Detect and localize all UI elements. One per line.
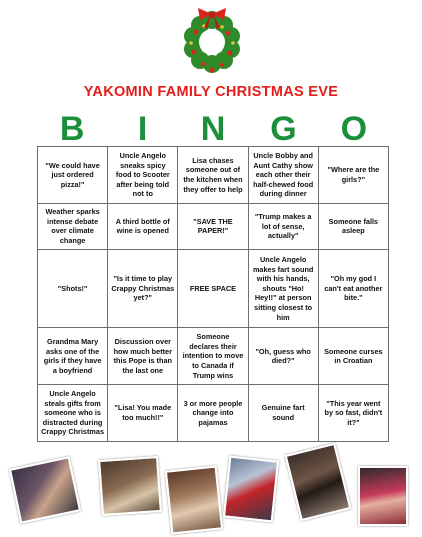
family-photo <box>98 456 162 516</box>
bingo-row-3 <box>38 250 389 328</box>
family-photo <box>285 443 352 522</box>
bingo-cell: 3 or more people change into pajamas <box>178 385 248 442</box>
bingo-cell: Weather sparks intense debate over climate change <box>38 203 108 249</box>
bingo-cell: "Trump makes a lot of sense, actually" <box>248 203 318 249</box>
bingo-cell: "Is it time to play Crappy Christmas yet?" <box>108 250 178 328</box>
bingo-row-2 <box>38 203 389 249</box>
bingo-cell: "Where are the girls?" <box>318 147 388 204</box>
bingo-cell: "Oh, guess who died?" <box>248 328 318 385</box>
bingo-letter-b: B <box>59 110 85 148</box>
bingo-cell: Discussion over how much better this Pope is than the last one <box>108 328 178 385</box>
bingo-cell: Uncle Bobby and Aunt Cathy show each other their half-chewed food during dinner <box>248 147 318 204</box>
bingo-cell: Uncle Angelo sneaks spicy food to Scooter after being told not to <box>108 147 178 204</box>
bingo-cell: Grandma Mary asks one of the girls if they have a boyfriend <box>38 328 108 385</box>
bingo-cell: Uncle Angelo makes fart sound with his hands, shouts "Ho! Hey!!" at person sitting closest to him <box>248 250 318 328</box>
wreath-logo <box>182 6 242 78</box>
bingo-letter-g: G <box>270 110 297 148</box>
family-photo <box>223 456 279 523</box>
bingo-cell: "We could have just ordered pizza!" <box>38 147 108 204</box>
bingo-cell: Someone curses in Croatian <box>318 328 388 385</box>
bingo-cell: "Lisa! You made too much!!" <box>108 385 178 442</box>
page-title: YAKOMIN FAMILY CHRISTMAS EVE <box>83 84 339 100</box>
bingo-cell: "Shots!" <box>38 250 108 328</box>
bingo-row-1 <box>38 147 389 204</box>
bingo-cell: Lisa chases someone out of the kitchen when they offer to help <box>178 147 248 204</box>
bingo-cell: Genuine fart sound <box>248 385 318 442</box>
bingo-row-4 <box>38 328 389 385</box>
bingo-cell: Uncle Angelo steals gifts from someone who is distracted during Crappy Christmas <box>38 385 108 442</box>
bingo-letter-n: N <box>200 110 226 148</box>
bingo-card <box>37 146 389 442</box>
bingo-cell: Someone declares their intention to move to Canada if Trump wins <box>178 328 248 385</box>
family-photo <box>358 466 408 526</box>
bingo-cell: A third bottle of wine is opened <box>108 203 178 249</box>
family-photo <box>165 465 223 534</box>
bingo-header <box>37 110 389 148</box>
bingo-row-5 <box>38 385 389 442</box>
bingo-letter-i: I <box>137 110 148 148</box>
bingo-cell: "Oh my god I can't eat another bite." <box>318 250 388 328</box>
bingo-cell: "SAVE THE PAPER!" <box>178 203 248 249</box>
bingo-letter-o: O <box>340 110 368 148</box>
bingo-cell: "This year went by so fast, didn't it?" <box>318 385 388 442</box>
photo-strip <box>0 442 422 537</box>
family-photo <box>9 456 81 524</box>
bingo-cell: Someone falls asleep <box>318 203 388 249</box>
free-space-cell: FREE SPACE <box>178 250 248 328</box>
